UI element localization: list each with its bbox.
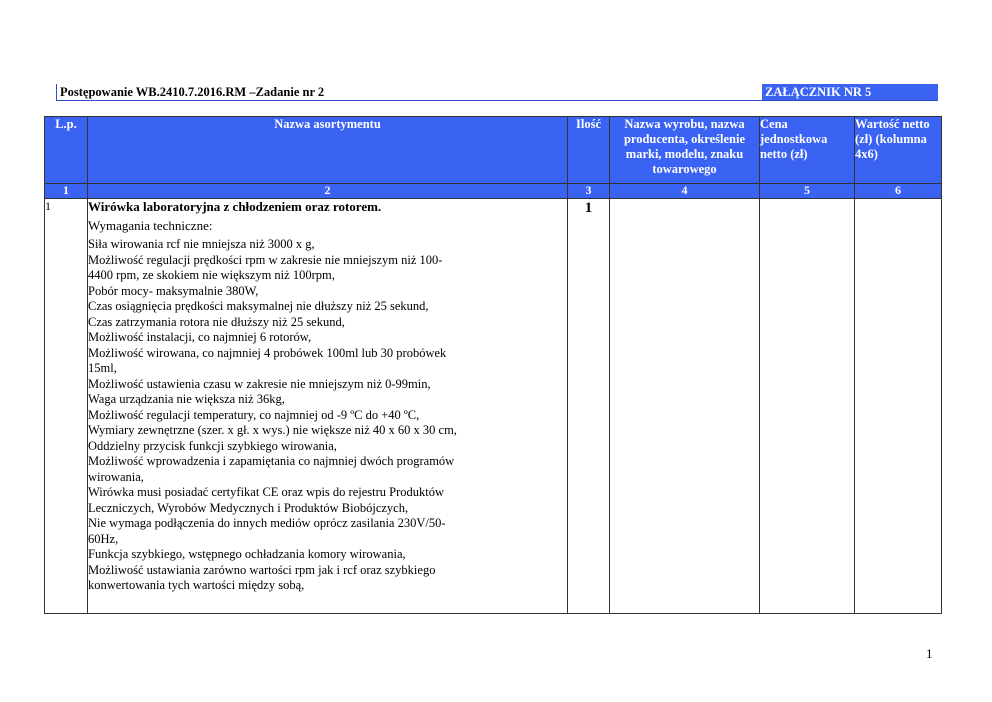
item-description-cell <box>88 199 568 614</box>
column-header-quantity: Ilość <box>568 117 610 184</box>
row-number: 1 <box>45 199 88 614</box>
spec-line: konwertowania tych wartości między sobą, <box>88 578 305 592</box>
spec-line: Możliwość regulacji prędkości rpm w zakresie nie mniejszym niż 100- <box>88 252 443 267</box>
column-number: 2 <box>88 184 568 199</box>
spec-line: 15ml, <box>88 361 117 375</box>
spec-list <box>88 237 567 594</box>
product-name-cell <box>610 199 760 614</box>
spec-line: Nie wymaga podłączenia do innych mediów oprócz zasilania 230V/50- <box>88 516 446 530</box>
spec-line: Możliwość ustawiania zarówno wartości rpm jak i rcf oraz szybkiego <box>88 562 436 577</box>
table-header-row <box>45 117 942 184</box>
quantity-cell: 1 <box>568 199 610 614</box>
spec-line: 4400 rpm, ze skokiem nie większym niż 100rpm, <box>88 268 335 282</box>
spec-line: Możliwość ustawienia czasu w zakresie nie mniejszym niż 0-99min, <box>88 376 431 391</box>
procedure-title: Postępowanie WB.2410.7.2016.RM –Zadanie nr 2 <box>60 85 325 99</box>
spec-line: wirowania, <box>88 469 144 484</box>
unit-price-cell <box>760 199 855 614</box>
column-number: 1 <box>45 184 88 199</box>
column-header-net-value: Wartość netto (zł) (kolumna 4x6) <box>855 117 942 184</box>
requirements-title: Wymagania techniczne: <box>88 218 213 233</box>
column-header-assortment-name: Nazwa asortymentu <box>88 117 568 184</box>
spec-line: Możliwość wprowadzenia i zapamiętania co najmniej dwóch programów <box>88 454 455 468</box>
spec-line: Oddzielny przycisk funkcji szybkiego wirowania, <box>88 438 337 453</box>
spec-line: Leczniczych, Wyrobów Medycznych i Produktów Biobójczych, <box>88 500 409 515</box>
spec-line: Wymiary zewnętrzne (szer. x gł. x wys.) nie większe niż 40 x 60 x 30 cm, <box>88 423 457 437</box>
item-title: Wirówka laboratoryjna z chłodzeniem oraz rotorem. <box>88 199 382 214</box>
spec-line: Wirówka musi posiadać certyfikat CE oraz wpis do rejestru Produktów <box>88 485 445 499</box>
document-header <box>56 84 938 101</box>
table-row <box>45 199 942 614</box>
column-header-lp: L.p. <box>45 117 88 184</box>
column-header-product-name: Nazwa wyrobu, nazwa producenta, określenie marki, modelu, znaku towarowego <box>610 117 760 184</box>
page-number: 1 <box>926 646 933 661</box>
column-number: 6 <box>855 184 942 199</box>
spec-line: Siła wirowania rcf nie mniejsza niż 3000 x g, <box>88 237 315 251</box>
column-number-row <box>45 184 942 199</box>
column-number: 3 <box>568 184 610 199</box>
specification-table <box>44 116 942 614</box>
spec-line: Czas zatrzymania rotora nie dłuższy niż 25 sekund, <box>88 314 345 329</box>
attachment-label: ZAŁĄCZNIK NR 5 <box>762 84 938 100</box>
spec-line: Możliwość regulacji temperatury, co najmniej od -9 ºC do +40 ºC, <box>88 407 420 422</box>
spec-line: Funkcja szybkiego, wstępnego ochładzania komory wirowania, <box>88 547 406 561</box>
column-number: 4 <box>610 184 760 199</box>
net-value-cell <box>855 199 942 614</box>
spec-line: 60Hz, <box>88 531 119 546</box>
spec-line: Waga urządzania nie większa niż 36kg, <box>88 392 285 406</box>
spec-line: Czas osiągnięcia prędkości maksymalnej nie dłuższy niż 25 sekund, <box>88 299 429 313</box>
spec-line: Pobór mocy- maksymalnie 380W, <box>88 283 259 298</box>
spec-line: Możliwość wirowana, co najmniej 4 probówek 100ml lub 30 probówek <box>88 345 447 360</box>
column-number: 5 <box>760 184 855 199</box>
column-header-unit-price: Cena jednostkowa netto (zł) <box>760 117 855 184</box>
spec-line: Możliwość instalacji, co najmniej 6 rotorów, <box>88 330 312 344</box>
